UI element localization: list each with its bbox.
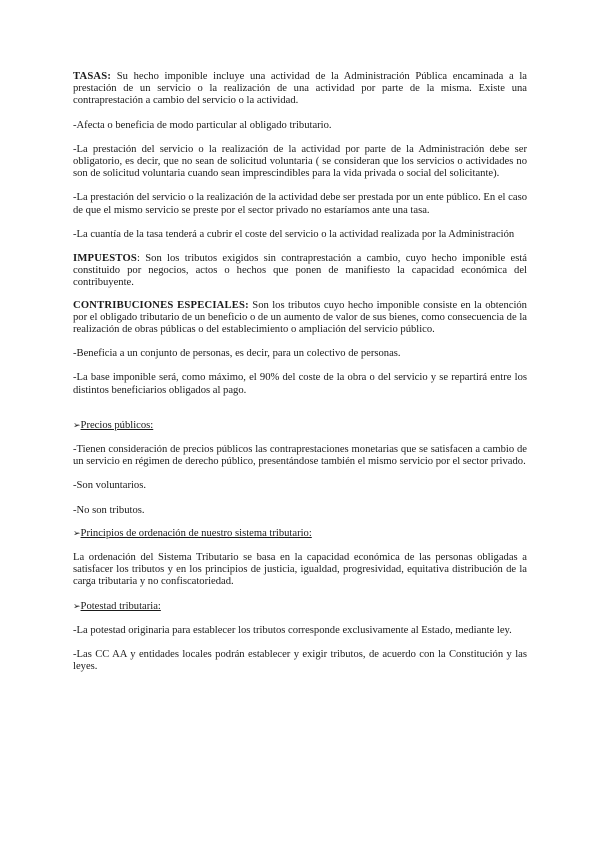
potestad-heading [73, 601, 527, 613]
precios-heading-text: Precios públicos: [80, 419, 154, 431]
principios-heading [73, 528, 527, 540]
arrow-bullet-icon: ➢ [73, 601, 81, 612]
impuestos-paragraph [73, 253, 527, 290]
impuestos-label: IMPUESTOS [73, 253, 138, 265]
potestad-point-1: -La potestad originaria para establecer los tributos corresponde exclusivamente al Estado, mediante ley. [73, 624, 512, 636]
precios-point-1: -Tienen consideración de precios públicos las contraprestaciones monetarias que se satisfacen a cambio de un servicio en régimen de derecho público, presentándose también el mismo servicio por el sector privado. [73, 444, 527, 468]
tasa-point-4: -La cuantía de la tasa tenderá a cubrir el coste del servicio o la actividad realizada por la Administración [73, 228, 515, 240]
contribuciones-label: CONTRIBUCIONES ESPECIALES: [73, 299, 249, 311]
potestad-heading-text: Potestad tributaria: [80, 600, 161, 612]
tasa-point-3: -La prestación del servicio o la realización de la actividad debe ser prestada por un ente público. En el caso de que el mismo servicio se preste por el sector privado no estaríamos ante una tasa. [73, 192, 527, 216]
contribuciones-text: Son los tributos cuyo hecho imponible consiste en la obtención por el obligado tributario de un beneficio o de un aumento de valor de sus bienes, como consecuencia de la realización de obras públicas o del establecimiento o ampliación del servicio público. [73, 299, 527, 336]
tasa-point-2: -La prestación del servicio o la realización de la actividad por parte de la Administración debe ser obligatorio, es decir, que no sean de solicitud voluntaria ( se consideran que los servicios o actividades no son de solicitud voluntaria cuando sean imprescindibles para la vida privada o social del solicitante). [73, 143, 527, 180]
arrow-bullet-icon: ➢ [73, 528, 81, 539]
precios-point-2: -Son voluntarios. [73, 480, 146, 492]
precios-point-3: -No son tributos. [73, 504, 145, 516]
principios-heading-text: Principios de ordenación de nuestro sistema tributario: [80, 527, 312, 539]
tasa-point-1: -Afecta o beneficia de modo particular al obligado tributario. [73, 119, 332, 131]
impuestos-text: : Son los tributos exigidos sin contraprestación a cambio, cuyo hecho imponible está constituido por negocios, actos o hechos que ponen de manifiesto la capacidad económica del contribuyente. [73, 253, 527, 289]
potestad-point-2: -Las CC AA y entidades locales podrán establecer y exigir tributos, de acuerdo con la Constitución y las leyes. [73, 649, 527, 673]
contrib-point-1: -Beneficia a un conjunto de personas, es decir, para un colectivo de personas. [73, 348, 401, 360]
tasas-paragraph [73, 71, 527, 108]
principios-point-1: La ordenación del Sistema Tributario se basa en la capacidad económica de las personas obligadas a satisfacer los tributos y en los principios de justicia, igualdad, progresividad, equitativa distribución de la carga tributaria y no confiscatoriedad. [73, 552, 527, 588]
contrib-point-2: -La base imponible será, como máximo, el 90% del coste de la obra o del servicio y se repartirá entre los distintos beneficiarios obligados al pago. [73, 372, 527, 396]
tasas-text: Su hecho imponible incluye una actividad de la Administración Pública encaminada a la prestación de un servicio o la realización de una actividad por parte de la misma. Existe una contraprestación a cambio del servicio o la actividad. [73, 71, 527, 107]
arrow-bullet-icon: ➢ [73, 420, 81, 431]
precios-heading [73, 420, 527, 432]
contribuciones-paragraph [73, 300, 527, 337]
tasas-label: TASAS: [73, 71, 112, 82]
